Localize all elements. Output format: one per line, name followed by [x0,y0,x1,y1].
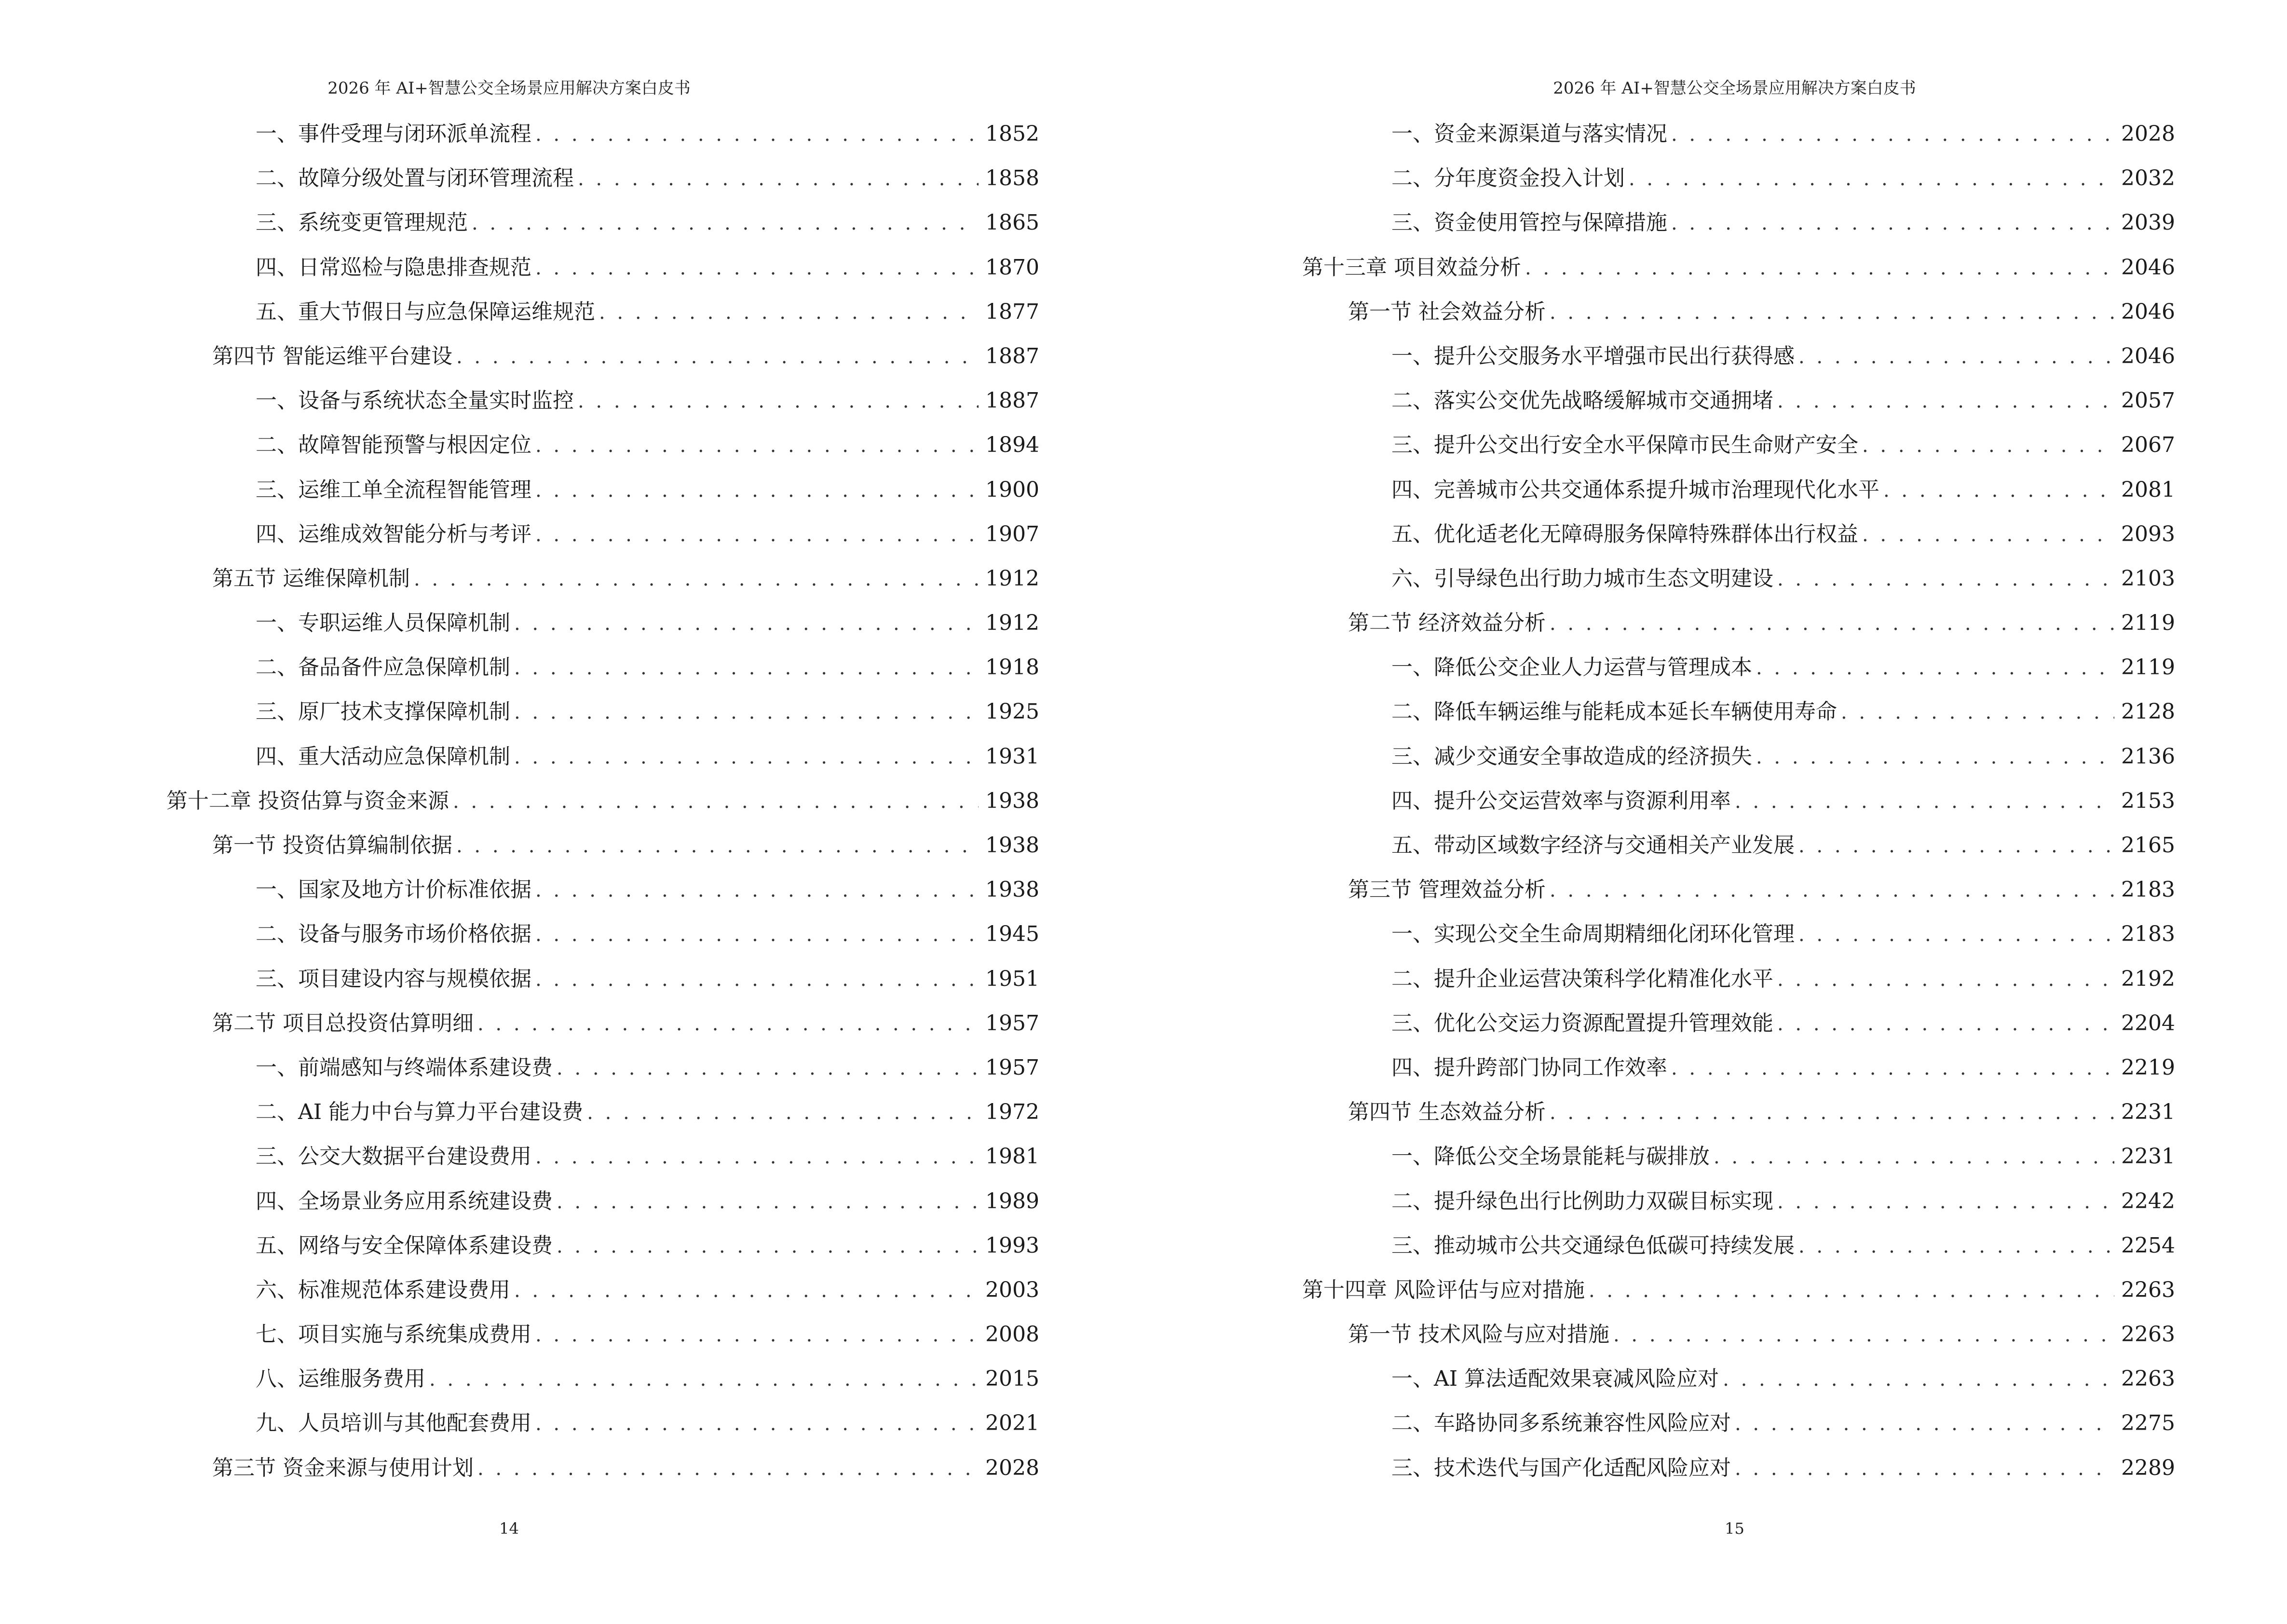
toc-entry-page-number: 1945 [985,922,1039,947]
toc-entry-title: 四、日常巡检与隐患排查规范 [256,255,531,280]
toc-dot-leader [477,1454,979,1483]
toc-entry-page-number: 2003 [985,1277,1039,1302]
toc-dot-leader [1777,565,2114,594]
toc-dot-leader [472,209,979,238]
toc-item-entry[interactable] [166,298,1039,342]
toc-dot-leader [599,298,979,327]
toc-item-entry[interactable] [1302,1142,2175,1187]
toc-dot-leader [456,832,979,860]
toc-dot-leader [1798,832,2114,860]
toc-entry-title: 一、专职运维人员保障机制 [256,611,510,636]
toc-entry-page-number: 2204 [2121,1010,2175,1036]
toc-entry-page-number: 2242 [2121,1188,2175,1214]
toc-dot-leader [1550,298,2114,327]
toc-entry-title: 第五节 运维保障机制 [212,566,410,591]
toc-entry-page-number: 1951 [985,966,1039,991]
toc-entry-title: 七、项目实施与系统集成费用 [256,1322,531,1347]
toc-entry-page-number: 2263 [2121,1322,2175,1347]
toc-entry-title: 二、分年度资金投入计划 [1391,166,1625,191]
toc-entry-page-number: 2153 [2121,788,2175,813]
toc-entry-title: 五、重大节假日与应急保障运维规范 [256,299,595,324]
toc-section-entry[interactable] [1302,1320,2175,1365]
toc-entry-title: 一、资金来源渠道与落实情况 [1391,122,1667,146]
toc-section-entry[interactable] [1302,609,2175,653]
toc-entry-page-number: 2015 [985,1366,1039,1392]
toc-item-entry[interactable] [1302,164,2175,208]
toc-dot-leader [1550,1098,2114,1127]
toc-item-entry[interactable] [166,386,1039,431]
toc-item-entry[interactable] [1302,1409,2175,1453]
toc-entry-title: 一、降低公交全场景能耗与碳排放 [1391,1144,1710,1169]
toc-entry-page-number: 1858 [985,166,1039,191]
toc-item-entry[interactable] [1302,208,2175,253]
toc-entry-page-number: 2119 [2121,655,2175,680]
toc-entry-title: 八、运维服务费用 [256,1366,425,1392]
toc-dot-leader [1798,1232,2114,1261]
toc-dot-leader [1525,254,2114,283]
toc-entry-title: 二、AI 能力中台与算力平台建设费 [256,1100,584,1125]
toc-item-entry[interactable] [1302,1365,2175,1409]
toc-section-entry[interactable] [166,831,1039,875]
toc-entry-title: 一、降低公交企业人力运营与管理成本 [1391,655,1752,680]
toc-item-entry[interactable] [166,1142,1039,1187]
toc-entry-title: 三、运维工单全流程智能管理 [256,477,531,502]
toc-entry-page-number: 1938 [985,788,1039,813]
toc-entry-page-number: 1981 [985,1144,1039,1169]
toc-entry-title: 二、备品备件应急保障机制 [256,655,510,680]
toc-entry-title: 四、提升公交运营效率与资源利用率 [1391,788,1731,813]
toc-item-entry[interactable] [166,875,1039,920]
toc-dot-leader [414,565,979,594]
toc-entry-page-number: 2192 [2121,966,2175,991]
toc-item-entry[interactable] [166,697,1039,742]
toc-entry-title: 四、提升跨部门协同工作效率 [1391,1055,1667,1080]
toc-item-entry[interactable] [1302,1053,2175,1098]
toc-dot-leader [587,1098,979,1127]
toc-dot-leader [514,654,979,682]
toc-dot-leader [1723,1365,2114,1394]
toc-item-entry[interactable] [1302,431,2175,475]
toc-entry-title: 一、国家及地方计价标准依据 [256,877,531,902]
toc-entry-title: 三、提升公交出行安全水平保障市民生命财产安全 [1391,433,1858,458]
toc-entry-title: 四、重大活动应急保障机制 [256,744,510,769]
toc-item-entry[interactable] [166,653,1039,697]
toc-entry-page-number: 1918 [985,655,1039,680]
toc-entry-page-number: 1938 [985,877,1039,902]
toc-entry-page-number: 2021 [985,1411,1039,1436]
toc-item-entry[interactable] [1302,742,2175,787]
toc-entry-title: 五、优化适老化无障碍服务保障特殊群体出行权益 [1391,521,1858,546]
toc-entry-title: 第二节 项目总投资估算明细 [212,1010,474,1036]
toc-entry-page-number: 1931 [985,744,1039,769]
toc-entry-page-number: 2028 [985,1455,1039,1480]
toc-entry-title: 五、带动区域数字经济与交通相关产业发展 [1391,833,1795,858]
toc-entry-page-number: 1870 [985,255,1039,280]
toc-entry-title: 一、事件受理与闭环派单流程 [256,122,531,146]
toc-entry-title: 九、人员培训与其他配套费用 [256,1411,531,1436]
toc-entry-page-number: 2028 [2121,122,2175,146]
toc-item-entry[interactable] [166,1320,1039,1365]
toc-entry-page-number: 1972 [985,1100,1039,1125]
toc-dot-leader [1671,120,2114,149]
toc-dot-leader [1883,476,2114,505]
toc-entry-title: 第十四章 风险评估与应对措施 [1302,1277,1585,1302]
toc-dot-leader [1756,743,2114,772]
toc-entry-title: 三、公交大数据平台建设费用 [256,1144,531,1169]
toc-entry-page-number: 2039 [2121,210,2175,235]
toc-dot-leader [514,698,979,727]
toc-entry-title: 二、故障智能预警与根因定位 [256,433,531,458]
toc-item-entry[interactable] [1302,1009,2175,1053]
toc-item-entry[interactable] [166,120,1039,164]
toc-entry-page-number: 2231 [2121,1144,2175,1169]
toc-dot-leader [1613,1321,2114,1350]
toc-entry-page-number: 2263 [2121,1277,2175,1302]
toc-entry-page-number: 2093 [2121,521,2175,546]
page-number: 15 [1725,1519,1744,1538]
toc-dot-leader [1777,387,2114,416]
toc-entry-title: 一、AI 算法适配效果衰减风险应对 [1391,1366,1719,1392]
toc-entry-title: 二、设备与服务市场价格依据 [256,922,531,947]
toc-entry-page-number: 1993 [985,1233,1039,1258]
toc-item-entry[interactable] [166,920,1039,964]
toc-dot-leader [1756,654,2114,682]
running-header: 2026 年 AI+智慧公交全场景应用解决方案白皮书 [1553,79,1916,98]
table-of-contents [166,120,1039,1498]
toc-item-entry[interactable] [166,1187,1039,1231]
toc-dot-leader [514,1276,979,1305]
toc-dot-leader [514,609,979,638]
toc-section-entry[interactable] [166,1454,1039,1498]
toc-entry-page-number: 2032 [2121,166,2175,191]
toc-dot-leader [1862,520,2114,549]
toc-entry-title: 第一节 技术风险与应对措施 [1348,1322,1609,1347]
toc-entry-page-number: 1894 [985,433,1039,458]
toc-entry-page-number: 2183 [2121,922,2175,947]
toc-section-entry[interactable] [1302,875,2175,920]
toc-item-entry[interactable] [166,520,1039,564]
toc-dot-leader [535,920,979,949]
toc-dot-leader [535,520,979,549]
toc-entry-title: 二、提升企业运营决策科学化精准化水平 [1391,966,1773,991]
toc-item-entry[interactable] [166,742,1039,787]
toc-dot-leader [1671,1054,2114,1083]
toc-entry-page-number: 2289 [2121,1455,2175,1480]
toc-entry-title: 第二节 经济效益分析 [1348,611,1546,636]
toc-entry-title: 三、系统变更管理规范 [256,210,468,235]
toc-chapter-entry[interactable] [166,787,1039,831]
toc-dot-leader [1735,1409,2114,1438]
toc-item-entry[interactable] [1302,520,2175,564]
toc-entry-page-number: 1907 [985,521,1039,546]
toc-item-entry[interactable] [1302,564,2175,609]
toc-entry-page-number: 2081 [2121,477,2175,502]
toc-entry-title: 一、提升公交服务水平增强市民出行获得感 [1391,343,1795,368]
toc-dot-leader [1798,342,2114,371]
running-header: 2026 年 AI+智慧公交全场景应用解决方案白皮书 [327,79,691,98]
toc-item-entry[interactable] [1302,787,2175,831]
toc-entry-title: 三、优化公交运力资源配置提升管理效能 [1391,1010,1773,1036]
toc-item-entry[interactable] [1302,476,2175,520]
toc-dot-leader [453,787,979,816]
toc-entry-title: 四、完善城市公共交通体系提升城市治理现代化水平 [1391,477,1879,502]
toc-entry-page-number: 1989 [985,1188,1039,1214]
toc-item-entry[interactable] [166,1053,1039,1098]
toc-entry-page-number: 2128 [2121,699,2175,724]
toc-dot-leader [557,1187,979,1216]
toc-entry-page-number: 2046 [2121,343,2175,368]
toc-dot-leader [557,1232,979,1261]
toc-dot-leader [1671,209,2114,238]
toc-entry-title: 三、项目建设内容与规模依据 [256,966,531,991]
toc-item-entry[interactable] [1302,965,2175,1009]
toc-dot-leader [1735,1454,2114,1483]
toc-entry-page-number: 1900 [985,477,1039,502]
toc-entry-title: 三、资金使用管控与保障措施 [1391,210,1667,235]
toc-item-entry[interactable] [1302,386,2175,431]
toc-section-entry[interactable] [1302,298,2175,342]
toc-dot-leader [514,743,979,772]
toc-item-entry[interactable] [1302,831,2175,875]
toc-entry-page-number: 1887 [985,343,1039,368]
toc-entry-page-number: 2046 [2121,255,2175,280]
toc-item-entry[interactable] [166,1098,1039,1142]
toc-dot-leader [1550,609,2114,638]
toc-entry-title: 二、降低车辆运维与能耗成本延长车辆使用寿命 [1391,699,1837,724]
toc-item-entry[interactable] [1302,653,2175,697]
toc-dot-leader [535,965,979,994]
toc-item-entry[interactable] [166,1365,1039,1409]
toc-item-entry[interactable] [1302,1454,2175,1498]
toc-entry-title: 二、车路协同多系统兼容性风险应对 [1391,1411,1731,1436]
toc-entry-page-number: 2046 [2121,299,2175,324]
toc-item-entry[interactable] [1302,920,2175,964]
toc-item-entry[interactable] [166,1409,1039,1453]
toc-item-entry[interactable] [1302,1231,2175,1276]
toc-entry-title: 一、实现公交全生命周期精细化闭环化管理 [1391,922,1795,947]
right-page [1144,0,2287,1624]
toc-dot-leader [535,120,979,149]
toc-entry-title: 第四节 智能运维平台建设 [212,343,452,368]
toc-entry-page-number: 2057 [2121,388,2175,413]
toc-entry-page-number: 2165 [2121,833,2175,858]
toc-entry-title: 四、运维成效智能分析与考评 [256,521,531,546]
toc-entry-title: 第一节 投资估算编制依据 [212,833,452,858]
toc-dot-leader [535,1321,979,1350]
table-of-contents [1302,120,2175,1498]
toc-dot-leader [557,1054,979,1083]
toc-item-entry[interactable] [166,609,1039,653]
toc-entry-page-number: 2275 [2121,1411,2175,1436]
toc-entry-title: 一、设备与系统状态全量实时监控 [256,388,574,413]
toc-dot-leader [1550,876,2114,905]
toc-entry-page-number: 2067 [2121,433,2175,458]
toc-entry-title: 二、提升绿色出行比例助力双碳目标实现 [1391,1188,1773,1214]
toc-dot-leader [535,1409,979,1438]
toc-entry-title: 三、减少交通安全事故造成的经济损失 [1391,744,1752,769]
toc-entry-page-number: 2008 [985,1322,1039,1347]
toc-item-entry[interactable] [166,253,1039,298]
page-number: 14 [499,1519,519,1538]
toc-dot-leader [1735,787,2114,816]
toc-entry-title: 第一节 社会效益分析 [1348,299,1546,324]
toc-dot-leader [1777,1187,2114,1216]
toc-chapter-entry[interactable] [1302,1276,2175,1320]
toc-entry-title: 三、原厂技术支撑保障机制 [256,699,510,724]
toc-section-entry[interactable] [1302,1098,2175,1142]
toc-item-entry[interactable] [166,965,1039,1009]
toc-entry-page-number: 1957 [985,1010,1039,1036]
toc-dot-leader [578,387,979,416]
toc-dot-leader [1777,965,2114,994]
toc-entry-title: 六、标准规范体系建设费用 [256,1277,510,1302]
toc-dot-leader [456,342,979,371]
toc-dot-leader [535,1143,979,1172]
toc-entry-page-number: 2136 [2121,744,2175,769]
toc-item-entry[interactable] [166,208,1039,253]
toc-item-entry[interactable] [1302,697,2175,742]
toc-entry-title: 第十三章 项目效益分析 [1302,255,1521,280]
toc-entry-page-number: 1877 [985,299,1039,324]
toc-dot-leader [1714,1143,2114,1172]
toc-entry-page-number: 1925 [985,699,1039,724]
toc-dot-leader [477,1010,979,1038]
toc-entry-page-number: 2119 [2121,611,2175,636]
toc-entry-page-number: 1938 [985,833,1039,858]
toc-item-entry[interactable] [166,431,1039,475]
toc-entry-title: 三、推动城市公共交通绿色低碳可持续发展 [1391,1233,1795,1258]
toc-entry-title: 第十二章 投资估算与资金来源 [166,788,449,813]
toc-dot-leader [1841,698,2114,727]
toc-entry-page-number: 1957 [985,1055,1039,1080]
toc-section-entry[interactable] [166,342,1039,386]
toc-item-entry[interactable] [166,1231,1039,1276]
toc-entry-page-number: 2263 [2121,1366,2175,1392]
toc-item-entry[interactable] [166,1276,1039,1320]
toc-chapter-entry[interactable] [1302,253,2175,298]
toc-entry-title: 第三节 管理效益分析 [1348,877,1546,902]
toc-dot-leader [535,876,979,905]
toc-entry-title: 一、前端感知与终端体系建设费 [256,1055,553,1080]
toc-entry-title: 四、全场景业务应用系统建设费 [256,1188,553,1214]
toc-entry-title: 第四节 生态效益分析 [1348,1100,1546,1125]
toc-dot-leader [1589,1276,2114,1305]
toc-item-entry[interactable] [166,164,1039,208]
toc-entry-page-number: 1912 [985,566,1039,591]
toc-item-entry[interactable] [1302,1187,2175,1231]
toc-entry-title: 二、落实公交优先战略缓解城市交通拥堵 [1391,388,1773,413]
toc-dot-leader [535,431,979,460]
toc-entry-title: 五、网络与安全保障体系建设费 [256,1233,553,1258]
toc-entry-page-number: 1852 [985,122,1039,146]
toc-entry-page-number: 1865 [985,210,1039,235]
toc-entry-page-number: 2254 [2121,1233,2175,1258]
toc-entry-title: 第三节 资金来源与使用计划 [212,1455,474,1480]
toc-dot-leader [1777,1010,2114,1038]
toc-dot-leader [1629,164,2114,193]
toc-dot-leader [535,476,979,505]
toc-item-entry[interactable] [1302,120,2175,164]
toc-dot-leader [535,254,979,283]
toc-dot-leader [578,164,979,193]
toc-item-entry[interactable] [166,476,1039,520]
toc-dot-leader [429,1365,979,1394]
toc-section-entry[interactable] [166,564,1039,609]
toc-entry-page-number: 1887 [985,388,1039,413]
toc-dot-leader [1862,431,2114,460]
toc-entry-title: 二、故障分级处置与闭环管理流程 [256,166,574,191]
toc-entry-title: 六、引导绿色出行助力城市生态文明建设 [1391,566,1773,591]
toc-entry-title: 三、技术迭代与国产化适配风险应对 [1391,1455,1731,1480]
toc-section-entry[interactable] [166,1009,1039,1053]
toc-entry-page-number: 2231 [2121,1100,2175,1125]
toc-item-entry[interactable] [1302,342,2175,386]
toc-dot-leader [1798,920,2114,949]
toc-entry-page-number: 1912 [985,611,1039,636]
toc-entry-page-number: 2103 [2121,566,2175,591]
toc-entry-page-number: 2219 [2121,1055,2175,1080]
toc-entry-page-number: 2183 [2121,877,2175,902]
